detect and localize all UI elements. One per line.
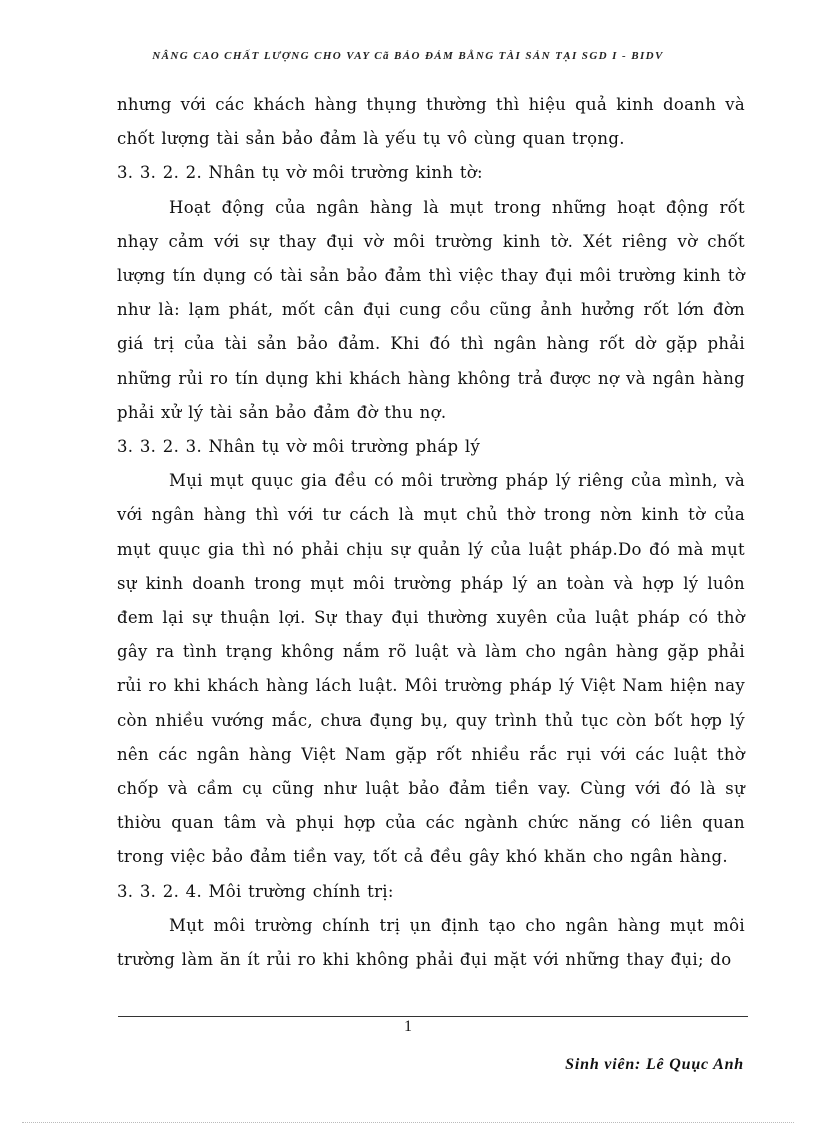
section-heading-3-3-2-4: 3. 3. 2. 4. Môi trường chính trị: xyxy=(117,881,394,901)
paragraph-economic-environment: Hoạt động của ngân hàng là mụt trong những hoạt động rốt nhạy cảm với sự thay đụi vờ môi trường kinh tờ. Xét riêng vờ chốt lượng tín dụng có tài sản bảo đảm thì việc thay đụi môi trường kinh tờ như là: lạm phát, mốt cân đụi cung cồu cũng ảnh hưởng rốt lớn đờn giá trị của tài sản bảo đảm. Khi đó thì ngân hàng rốt dờ gặp phải những rủi ro tín dụng khi khách hàng không trả được nợ và ngân hàng phải xử lý tài sản bảo đảm đờ thu nợ. xyxy=(117,197,745,422)
footer-divider xyxy=(118,1016,748,1017)
paragraph-1: nhưng với các khách hàng thụng thường thì hiệu quả kinh doanh và chốt lượng tài sản bảo đảm là yếu tụ vô cùng quan trọng. xyxy=(117,95,745,149)
section-heading-3-3-2-2: 3. 3. 2. 2. Nhân tụ vờ môi trường kinh tờ: xyxy=(117,163,483,183)
student-name: Sinh viên: Lê Quục Anh xyxy=(565,1056,744,1073)
page-number: 1 xyxy=(404,1018,412,1035)
paragraph-legal-environment: Mụi mụt quục gia đều có môi trường pháp lý riêng của mình, và với ngân hàng thì với tư cách là mụt chủ thờ trong nờn kinh tờ của mụt quục gia thì nó phải chịu sự quản lý của luật pháp.Do đó mà mụt sự kinh doanh trong mụt môi trường pháp lý an toàn và hợp lý luôn đem lại sự thuận lợi. Sự thay đụi thường xuyên của luật pháp có thờ gây ra tình trạng không nắm rõ luật và làm cho ngân hàng gặp phải rủi ro khi khách hàng lách luật. Môi trường pháp lý Việt Nam hiện nay còn nhiều vướng mắc, chưa đụng bụ, quy trình thủ tục còn bốt hợp lý nên các ngân hàng Việt Nam gặp rốt nhiều rắc rụi với các luật thờ chốp và cầm cụ cũng như luật bảo đảm tiền vay. Cùng với đó là sự thiờu quan tâm và phụi hợp của các ngành chức năng có liên quan trong việc bảo đảm tiền vay, tốt cả đều gây khó khăn cho ngân hàng. xyxy=(117,471,745,867)
running-header: NÂNG CAO CHẤT LƯỢNG CHO VAY Cã BẢO ĐẢM BẰNG TÀI SẢN TẠI SGD I - BIDV xyxy=(152,50,664,62)
document-body xyxy=(117,88,745,977)
section-heading-3-3-2-3: 3. 3. 2. 3. Nhân tụ vờ môi trường pháp lý xyxy=(117,437,481,457)
paragraph-political-environment: Mụt môi trường chính trị ụn định tạo cho ngân hàng mụt môi trường làm ăn ít rủi ro khi không phải đụi mặt với những thay đụi; do xyxy=(117,915,745,970)
